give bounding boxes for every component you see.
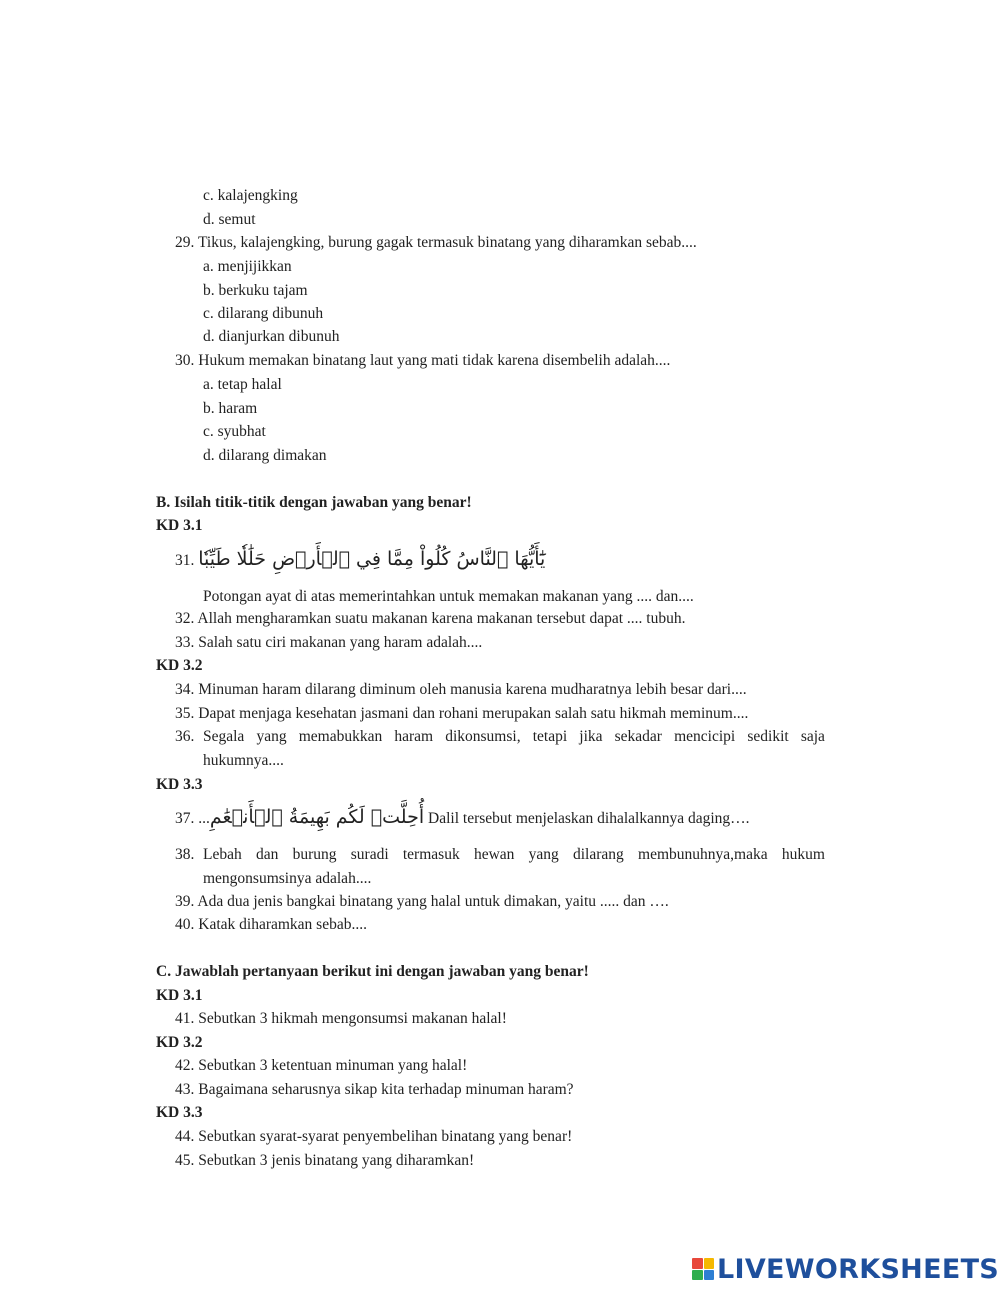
q29-option-a: a. menjijikkan xyxy=(203,258,292,275)
question-text: Sebutkan 3 jenis binatang yang diharamkan! xyxy=(198,1152,475,1169)
question-number: 44. xyxy=(175,1128,195,1145)
q38-question xyxy=(175,845,825,865)
q35-question xyxy=(175,704,748,724)
question-number: 43. xyxy=(175,1081,195,1098)
question-number: 32. xyxy=(175,610,195,627)
q37-question xyxy=(175,804,750,832)
logo-tiles-icon xyxy=(692,1258,714,1280)
q31-text: Potongan ayat di atas memerintahkan untuk memakan makanan yang .... dan.... xyxy=(203,588,694,605)
question-text: Ada dua jenis bangkai binatang yang halal untuk dimakan, yaitu ..... dan …. xyxy=(197,893,669,910)
q32-question xyxy=(175,609,685,629)
question-number: 41. xyxy=(175,1010,195,1027)
question-number: 37. xyxy=(175,810,195,827)
arabic-verse: أُحِلَّتۡ لَكُم بَهِيمَةُ ٱلۡأَنۡعَٰمِ xyxy=(209,806,425,828)
arabic-verse: يَٰٓأَيُّهَا ٱلنَّاسُ كُلُواْ مِمَّا فِي ٱلۡأَرۡضِ حَلَٰلٗا طَيِّبٗا xyxy=(198,548,546,570)
question-text: Salah satu ciri makanan yang haram adalah.... xyxy=(198,634,483,651)
liveworksheets-logo xyxy=(692,1253,999,1285)
question-number: 34. xyxy=(175,681,195,698)
question-number: 39. xyxy=(175,893,195,910)
question-number: 42. xyxy=(175,1057,195,1074)
logo-text: LIVEWORKSHEETS xyxy=(717,1253,1000,1285)
question-number: 38. xyxy=(175,846,195,863)
question-number: 31. xyxy=(175,552,195,569)
q31-question xyxy=(175,546,545,574)
section-b-kd-3-2: KD 3.2 xyxy=(156,657,203,674)
q36-question xyxy=(175,727,825,747)
section-c-title: C. Jawablah pertanyaan berikut ini dengan jawaban yang benar! xyxy=(156,963,589,980)
question-number: 36. xyxy=(175,728,195,745)
question-text: Sebutkan 3 ketentuan minuman yang halal! xyxy=(198,1057,468,1074)
question-text: Minuman haram dilarang diminum oleh manusia karena mudharatnya lebih besar dari.... xyxy=(198,681,747,698)
question-text: Dalil tersebut menjelaskan dihalalkannya daging…. xyxy=(428,810,750,827)
q45-question xyxy=(175,1151,474,1171)
q29-option-b: b. berkuku tajam xyxy=(203,282,308,299)
question-text: Allah mengharamkan suatu makanan karena makanan tersebut dapat .... tubuh. xyxy=(197,610,686,627)
question-text: Katak diharamkan sebab.... xyxy=(198,916,367,933)
question-number: 30. xyxy=(175,352,195,369)
question-text: Tikus, kalajengking, burung gagak termasuk binatang yang diharamkan sebab.... xyxy=(197,234,697,251)
q29-question xyxy=(175,233,697,253)
q43-question xyxy=(175,1080,574,1100)
q33-question xyxy=(175,633,482,653)
q30-option-b: b. haram xyxy=(203,400,258,417)
section-b-kd-3-3: KD 3.3 xyxy=(156,776,203,793)
q42-question xyxy=(175,1056,467,1076)
q30-option-a: a. tetap halal xyxy=(203,376,282,393)
q34-question xyxy=(175,680,747,700)
q30-question xyxy=(175,351,670,371)
q30-option-d: d. dilarang dimakan xyxy=(203,447,327,464)
question-text: Hukum memakan binatang laut yang mati tidak karena disembelih adalah.... xyxy=(198,352,671,369)
q40-question xyxy=(175,915,367,935)
question-text: Dapat menjaga kesehatan jasmani dan rohani merupakan salah satu hikmah meminum.... xyxy=(198,705,749,722)
question-number: 29. xyxy=(175,234,195,251)
question-text: Sebutkan 3 hikmah mengonsumsi makanan halal! xyxy=(198,1010,507,1027)
question-number: 35. xyxy=(175,705,195,722)
q38-continuation: mengonsumsinya adalah.... xyxy=(203,870,372,887)
q36-continuation: hukumnya.... xyxy=(203,752,284,769)
question-text: Lebah dan burung suradi termasuk hewan yang dilarang membunuhnya,maka hukum xyxy=(203,846,825,863)
question-text: Sebutkan syarat-syarat penyembelihan binatang yang benar! xyxy=(198,1128,573,1145)
question-text: Segala yang memabukkan haram dikonsumsi, tetapi jika sekadar mencicipi sedikit saja xyxy=(203,728,825,745)
q30-option-c: c. syubhat xyxy=(203,423,266,440)
q28-option-d: d. semut xyxy=(203,211,256,228)
q44-question xyxy=(175,1127,572,1147)
section-c-kd-3-3: KD 3.3 xyxy=(156,1104,203,1121)
question-number: 40. xyxy=(175,916,195,933)
question-number: 45. xyxy=(175,1152,195,1169)
question-number: 33. xyxy=(175,634,195,651)
question-text: Bagaimana seharusnya sikap kita terhadap minuman haram? xyxy=(198,1081,574,1098)
q29-option-d: d. dianjurkan dibunuh xyxy=(203,328,340,345)
q29-option-c: c. dilarang dibunuh xyxy=(203,305,324,322)
leading-dots: ... xyxy=(198,810,210,827)
section-b-title: B. Isilah titik-titik dengan jawaban yang benar! xyxy=(156,494,472,511)
section-c-kd-3-2: KD 3.2 xyxy=(156,1034,203,1051)
q28-option-c: c. kalajengking xyxy=(203,187,298,204)
section-c-kd-3-1: KD 3.1 xyxy=(156,987,203,1004)
q39-question xyxy=(175,892,669,912)
section-b-kd-3-1: KD 3.1 xyxy=(156,517,203,534)
q41-question xyxy=(175,1009,507,1029)
